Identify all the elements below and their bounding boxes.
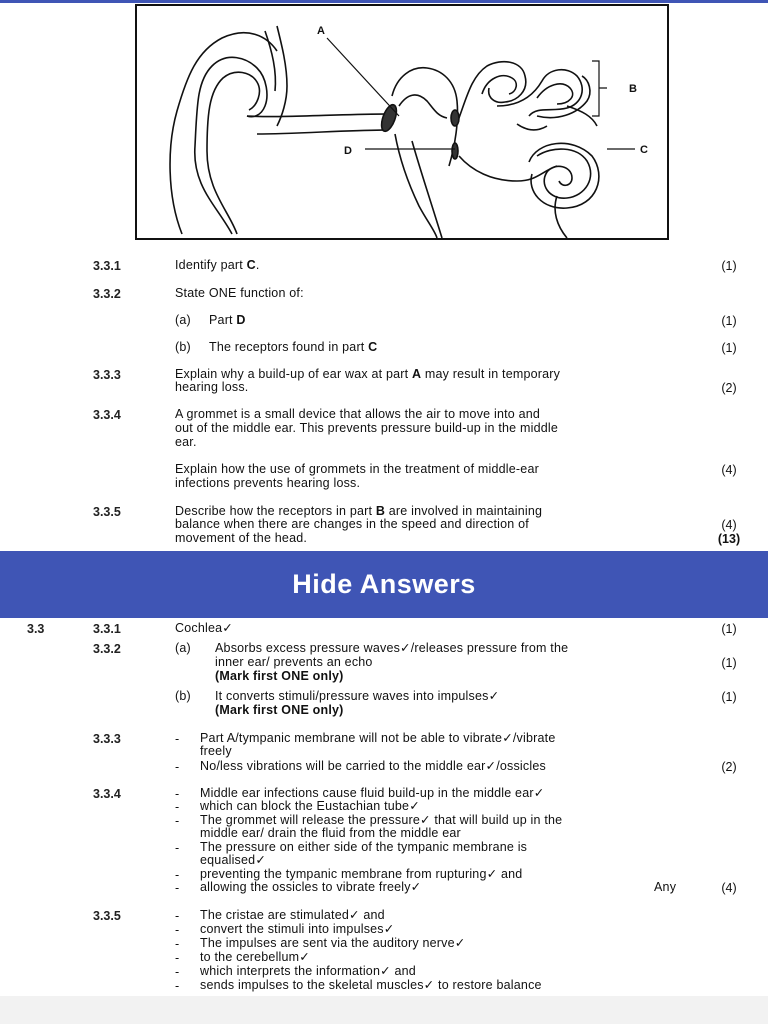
bullet-dash: - xyxy=(175,732,180,746)
cochlea-spiral xyxy=(537,149,591,198)
bullet-dash: - xyxy=(175,868,180,882)
bottom-fade-bar xyxy=(0,996,768,1024)
top-accent-line xyxy=(0,0,768,3)
a-3-3-1-text: Cochlea✓ xyxy=(175,621,233,635)
a-3-3-2a-label: (a) xyxy=(175,641,191,655)
a-3-3-5-number: 3.3.5 xyxy=(93,909,121,923)
a-3-3-5-line6: sends impulses to the skeletal muscles✓ to restore balance xyxy=(200,978,542,992)
bullet-dash: - xyxy=(175,787,180,801)
semicircular-canal-1-inner xyxy=(482,76,516,94)
pinna-outline xyxy=(195,57,267,234)
a-3-3-3-line1: Part A/tympanic membrane will not be able to vibrate✓/vibrate xyxy=(200,731,556,745)
cochlea-base xyxy=(459,156,557,181)
bullet-dash: - xyxy=(175,965,180,979)
a-3-3-4-line1: Middle ear infections cause fluid build-up in the middle ear✓ xyxy=(200,786,545,800)
q-3-3-5-mark: (4) xyxy=(721,518,737,532)
bullet-dash: - xyxy=(175,951,180,965)
ear-canal-top xyxy=(247,114,387,117)
q-3-3-4-explain-line2: infections prevents hearing loss. xyxy=(175,476,361,490)
a-3-3-3-mark: (2) xyxy=(721,760,737,774)
answer-section-number: 3.3 xyxy=(27,622,45,636)
ossicles xyxy=(399,95,447,118)
a-3-3-5-line2: convert the stimuli into impulses✓ xyxy=(200,922,395,936)
a-3-3-2a-line2: inner ear/ prevents an echo xyxy=(215,655,373,669)
a-3-3-5-line1: The cristae are stimulated✓ and xyxy=(200,908,385,922)
hide-answers-label: Hide Answers xyxy=(292,569,476,599)
q-3-3-2a-mark: (1) xyxy=(721,314,737,328)
q-3-3-3-mark: (2) xyxy=(721,381,737,395)
a-3-3-1-mark: (1) xyxy=(721,622,737,636)
a-3-3-2b-label: (b) xyxy=(175,689,191,703)
a-3-3-4-line2: which can block the Eustachian tube✓ xyxy=(200,799,420,813)
q-3-3-5-line3: movement of the head. xyxy=(175,531,308,545)
eustachian-tube-2 xyxy=(412,141,442,238)
a-3-3-2b-line: It converts stimuli/pressure waves into impulses✓ xyxy=(215,689,500,703)
a-3-3-4-number: 3.3.4 xyxy=(93,787,121,801)
round-window xyxy=(452,143,458,159)
a-3-3-5-line3: The impulses are sent via the auditory nerve✓ xyxy=(200,936,466,950)
a-3-3-2a-line1: Absorbs excess pressure waves✓/releases pressure from the xyxy=(215,641,569,655)
oval-window xyxy=(451,110,459,126)
q-3-3-3-line1: Explain why a build-up of ear wax at part A may result in temporary xyxy=(175,367,561,381)
a-3-3-4-line3: The grommet will release the pressure✓ that will build up in the xyxy=(200,813,563,827)
a-3-3-2b-note: (Mark first ONE only) xyxy=(215,703,344,717)
a-3-3-4-mark: (4) xyxy=(721,881,737,895)
q-3-3-2-text: State ONE function of: xyxy=(175,286,304,300)
q-3-3-1-text: Identify part C. xyxy=(175,258,260,272)
a-3-3-3-number: 3.3.3 xyxy=(93,732,121,746)
tympanic-membrane xyxy=(379,103,400,133)
q-3-3-4-line3: ear. xyxy=(175,435,197,449)
q-3-3-4-mark: (4) xyxy=(721,463,737,477)
q-3-3-5-line2: balance when there are changes in the speed and direction of xyxy=(175,517,529,531)
label-b: B xyxy=(629,83,637,95)
vestibule xyxy=(517,124,547,130)
q-3-3-total-mark: (13) xyxy=(717,532,741,546)
skull-line xyxy=(277,26,287,126)
a-3-3-1-number: 3.3.1 xyxy=(93,622,121,636)
q-3-3-2b-mark: (1) xyxy=(721,341,737,355)
bullet-dash: - xyxy=(175,937,180,951)
a-3-3-2-number: 3.3.2 xyxy=(93,642,121,656)
q-3-3-5-line1: Describe how the receptors in part B are involved in maintaining xyxy=(175,504,543,518)
a-3-3-4-line5: The pressure on either side of the tympanic membrane is xyxy=(200,840,528,854)
q-3-3-4-number: 3.3.4 xyxy=(93,408,121,422)
bullet-dash: - xyxy=(175,814,180,828)
q-3-3-4-line1: A grommet is a small device that allows the air to move into and xyxy=(175,407,541,421)
semicircular-canal-2-inner xyxy=(537,84,573,104)
a-3-3-2a-note: (Mark first ONE only) xyxy=(215,669,344,683)
q-3-3-5-number: 3.3.5 xyxy=(93,505,121,519)
q-3-3-2-number: 3.3.2 xyxy=(93,287,121,301)
bracket-b xyxy=(592,61,607,116)
bullet-dash: - xyxy=(175,909,180,923)
q-3-3-1-number: 3.3.1 xyxy=(93,259,121,273)
label-c: C xyxy=(640,144,648,156)
hide-answers-button[interactable] xyxy=(0,551,768,618)
a-3-3-4-line8: allowing the ossicles to vibrate freely✓ xyxy=(200,880,422,894)
pointer-a xyxy=(327,38,399,116)
a-3-3-2b-mark: (1) xyxy=(721,690,737,704)
q-3-3-2a-text: Part D xyxy=(209,313,246,327)
cochlear-nerve xyxy=(555,196,567,238)
a-3-3-4-any: Any xyxy=(654,880,677,894)
bullet-dash: - xyxy=(175,881,180,895)
q-3-3-3-number: 3.3.3 xyxy=(93,368,121,382)
ear-diagram xyxy=(135,4,669,240)
a-3-3-5-line4: to the cerebellum✓ xyxy=(200,950,310,964)
q-3-3-2a-label: (a) xyxy=(175,313,191,327)
label-d: D xyxy=(344,145,352,157)
ear-canal-bottom xyxy=(257,130,387,134)
a-3-3-4-line7: preventing the tympanic membrane from rupturing✓ and xyxy=(200,867,523,881)
bullet-dash: - xyxy=(175,841,180,855)
q-3-3-4-line2: out of the middle ear. This prevents pressure build-up in the middle xyxy=(175,421,559,435)
q-3-3-3-line2: hearing loss. xyxy=(175,380,249,394)
a-3-3-5-line5: which interprets the information✓ and xyxy=(200,964,416,978)
a-3-3-3-line2: freely xyxy=(200,744,232,758)
q-3-3-2b-text: The receptors found in part C xyxy=(209,340,378,354)
bullet-dash: - xyxy=(175,760,180,774)
bullet-dash: - xyxy=(175,923,180,937)
a-3-3-4-line6: equalised✓ xyxy=(200,853,266,867)
a-3-3-3-line3: No/less vibrations will be carried to the middle ear✓/ossicles xyxy=(200,759,546,773)
middle-ear-cavity xyxy=(392,68,458,166)
a-3-3-4-line4: middle ear/ drain the fluid from the middle ear xyxy=(200,826,461,840)
pinna-inner xyxy=(207,72,259,234)
eustachian-tube xyxy=(395,134,437,238)
ear-diagram-drawing xyxy=(137,6,667,238)
bullet-dash: - xyxy=(175,979,180,993)
a-3-3-2a-mark: (1) xyxy=(721,656,737,670)
label-a: A xyxy=(317,25,325,37)
bullet-dash: - xyxy=(175,800,180,814)
q-3-3-2b-label: (b) xyxy=(175,340,191,354)
q-3-3-1-mark: (1) xyxy=(721,259,737,273)
q-3-3-4-explain-line1: Explain how the use of grommets in the treatment of middle-ear xyxy=(175,462,539,476)
